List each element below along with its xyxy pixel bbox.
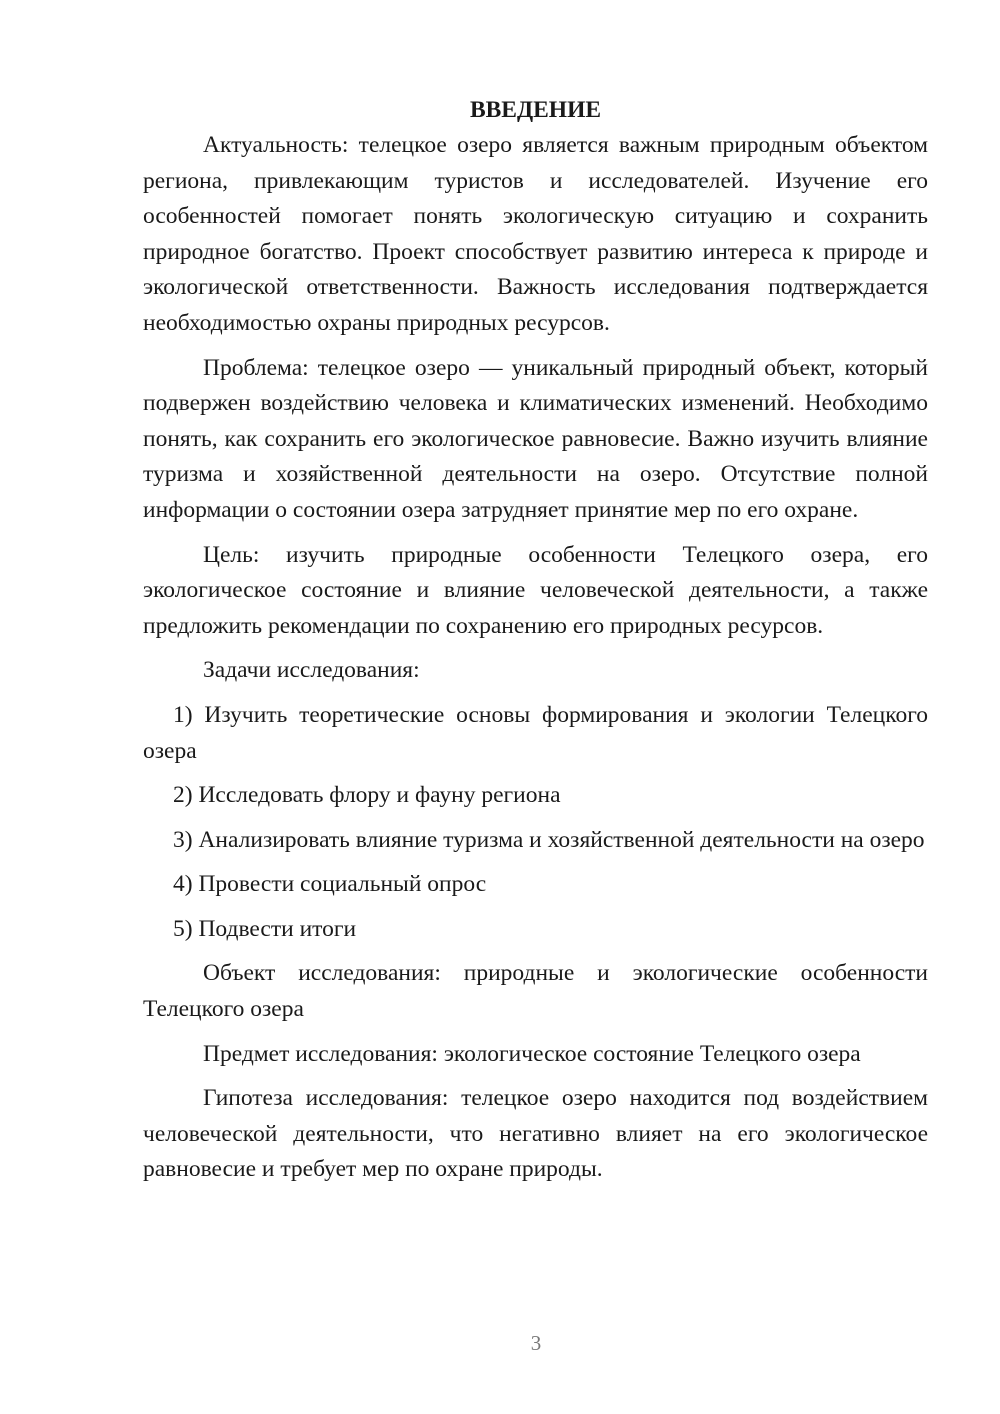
task-item-4: 4) Провести социальный опрос: [173, 871, 487, 898]
paragraph-problem: Проблема: телецкое озеро — уникальный природный объект, который подвержен воздействию человека и климатических изменений. Необходимо понять, как сохранить его экологическое равновесие. Важно изучить влияние туризма и хозяйственной деятельности на озеро. Отсутствие полной информации о состоянии озера затрудняет принятие мер по его охране.: [143, 354, 928, 523]
page-content: [143, 92, 928, 1188]
task-item-5: 5) Подвести итоги: [173, 915, 357, 942]
tasks-heading: Задачи исследования:: [203, 657, 420, 684]
page-number: 3: [530, 1331, 542, 1355]
paragraph-subject: Предмет исследования: экологическое состояние Телецкого озера: [203, 1040, 861, 1067]
task-item-1: 1) Изучить теоретические основы формирования и экологии Телецкого озера: [143, 701, 928, 764]
paragraph-object: Объект исследования: природные и экологические особенности Телецкого озера: [143, 960, 928, 1023]
section-title: ВВЕДЕНИЕ: [469, 97, 602, 123]
paragraph-relevance: Актуальность: телецкое озеро является важным природным объектом региона, привлекающим туристов и исследователей. Изучение его особенностей помогает понять экологическую ситуацию и сохранить природное богатство. Проект способствует развитию интереса к природе и экологической ответственности. Важность исследования подтверждается необходимостью охраны природных ресурсов.: [143, 132, 928, 336]
paragraph-hypothesis: Гипотеза исследования: телецкое озеро находится под воздействием человеческой деятельности, что негативно влияет на его экологическое равновесие и требует мер по охране природы.: [143, 1085, 928, 1183]
task-item-3: 3) Анализировать влияние туризма и хозяйственной деятельности на озеро: [173, 826, 925, 853]
paragraph-goal: Цель: изучить природные особенности Телецкого озера, его экологическое состояние и влияние человеческой деятельности, а также предложить рекомендации по сохранению его природных ресурсов.: [143, 541, 928, 639]
task-item-2: 2) Исследовать флору и фауну региона: [173, 782, 561, 809]
